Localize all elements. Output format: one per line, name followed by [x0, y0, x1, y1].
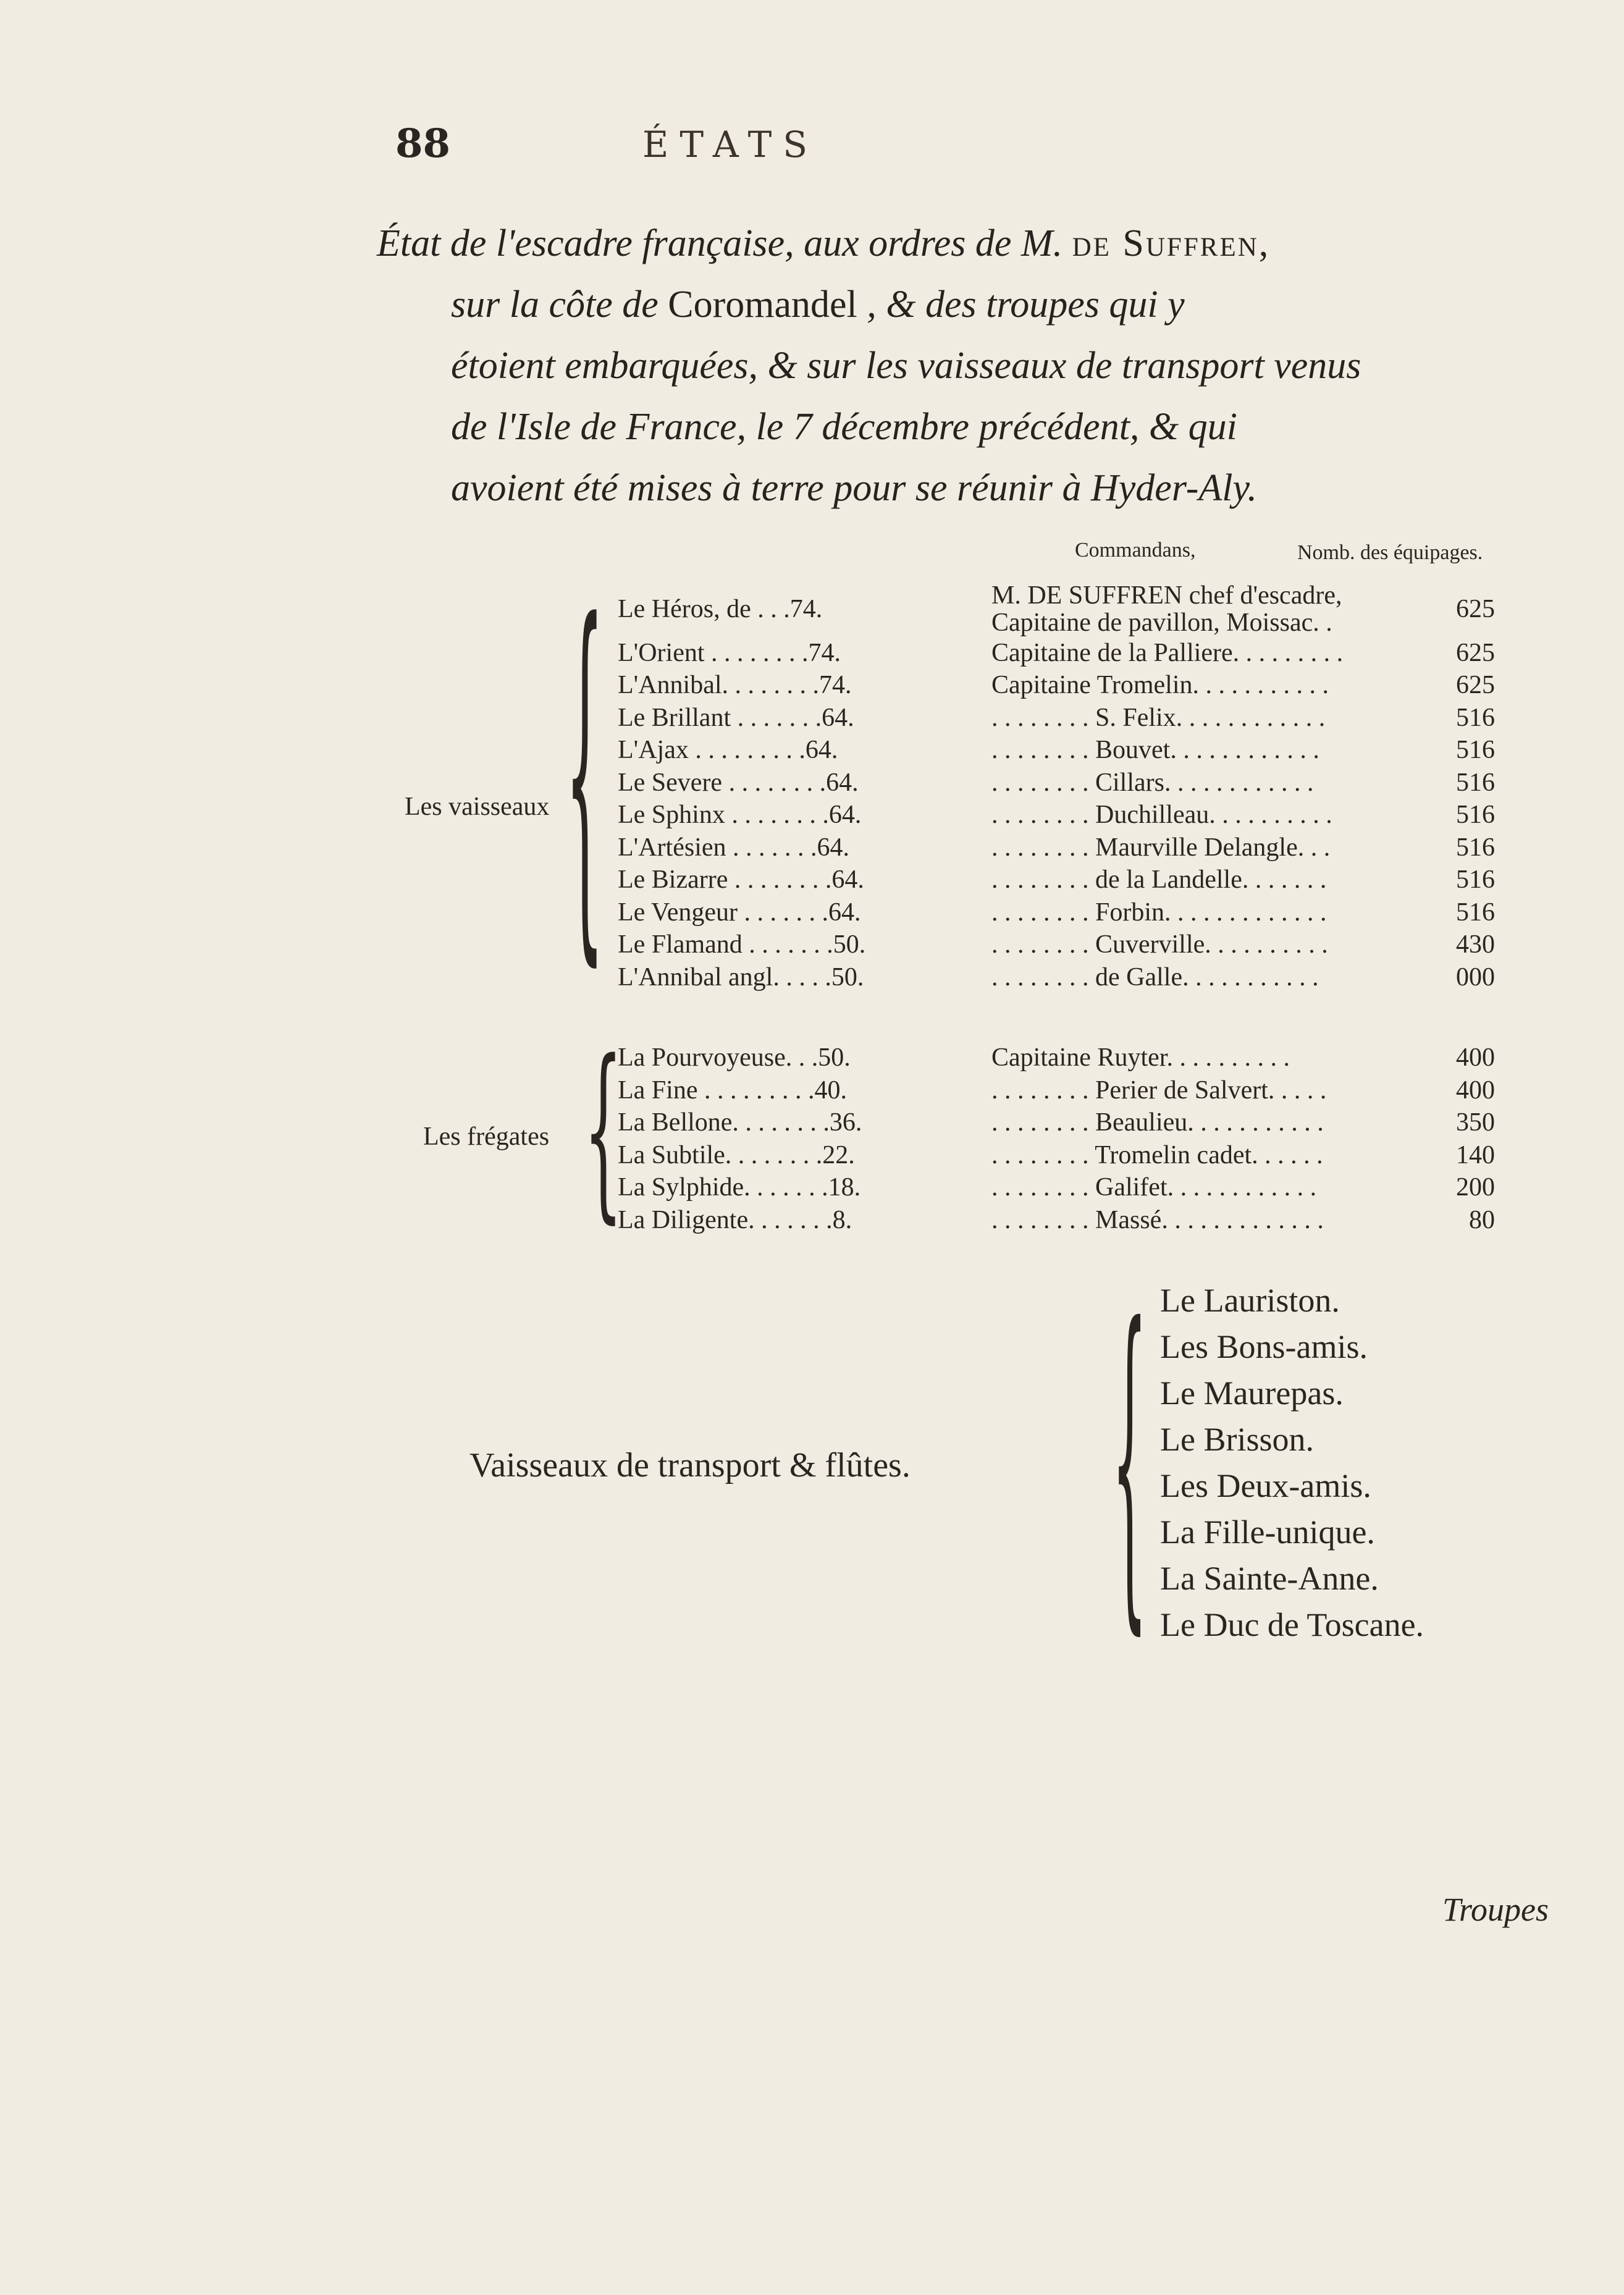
commander: . . . . . . . . de la Landelle. . . . . . . [991, 865, 1327, 894]
crew-count: 350 [1456, 1108, 1495, 1137]
crew-count: 516 [1456, 768, 1495, 797]
commander: . . . . . . . . Maurville Delangle. . . [991, 833, 1331, 862]
ship-name: La Pourvoyeuse. . .50. [618, 1043, 851, 1072]
ship-name: L'Artésien . . . . . . .64. [618, 833, 850, 862]
running-title: ÉTATS [642, 124, 818, 166]
page-number: 88 [395, 120, 451, 167]
ship-name: L'Orient . . . . . . . .74. [618, 638, 841, 667]
ship-name: L'Annibal. . . . . . . .74. [618, 671, 852, 699]
crew-count: 140 [1456, 1140, 1495, 1169]
crew-count: 516 [1456, 703, 1495, 732]
frigates-brace: { [584, 1021, 623, 1242]
ship-name: La Subtile. . . . . . . .22. [618, 1140, 855, 1169]
crew-count: 80 [1469, 1205, 1495, 1234]
list-item: La Sainte-Anne. [1160, 1560, 1379, 1597]
crew-count: 400 [1456, 1043, 1495, 1072]
list-item: Le Brisson. [1160, 1421, 1314, 1458]
commander: . . . . . . . . Tromelin cadet. . . . . . [991, 1140, 1323, 1169]
transports-brace: { [1112, 1257, 1148, 1666]
commander: Capitaine de la Palliere. . . . . . . . . [991, 638, 1344, 667]
crew-count: 516 [1456, 898, 1495, 927]
title-line2b: , & des troupes qui y [867, 284, 1185, 326]
title-line1: État de l'escadre française, aux ordres de M. [377, 222, 1063, 264]
commander: . . . . . . . . Forbin. . . . . . . . . . . . . [991, 898, 1327, 927]
title-line4: de l'Isle de France, le 7 décembre précédent, & qui [451, 406, 1237, 448]
commander: . . . . . . . . Galifet. . . . . . . . . . . . [991, 1173, 1317, 1202]
transports-list [1160, 1278, 1424, 1648]
column-header-commanders: Commandans, [1075, 539, 1196, 562]
commander: M. DE SUFFREN chef d'escadre, [991, 581, 1342, 610]
commander: . . . . . . . . de Galle. . . . . . . . . . . [991, 962, 1319, 992]
list-item: Le Lauriston. [1160, 1282, 1340, 1319]
crew-count: 625 [1456, 595, 1495, 623]
list-item: Le Maurepas. [1160, 1375, 1344, 1412]
commander: . . . . . . . . Cillars. . . . . . . . . . . . [991, 768, 1314, 797]
commander: . . . . . . . . Cuverville. . . . . . . . . . [991, 930, 1328, 959]
ship-name: Le Flamand . . . . . . .50. [618, 930, 866, 959]
ship-name: Le Bizarre . . . . . . . .64. [618, 865, 864, 894]
crew-count: 625 [1456, 638, 1495, 667]
crew-count: 000 [1456, 962, 1495, 992]
commander: Capitaine Ruyter. . . . . . . . . . [991, 1043, 1290, 1072]
group-label-frigates: Les frégates [423, 1122, 550, 1151]
list-item: La Fille-unique. [1160, 1514, 1375, 1551]
catchword: Troupes [1442, 1891, 1549, 1928]
ship-name: La Sylphide. . . . . . .18. [618, 1173, 861, 1202]
commander: . . . . . . . . S. Felix. . . . . . . . . . . . [991, 703, 1326, 732]
ship-name: Le Héros, de . . .74. [618, 595, 823, 623]
title-place: Coromandel [668, 284, 857, 326]
crew-count: 200 [1456, 1173, 1495, 1202]
group-label-ships: Les vaisseaux [405, 793, 550, 821]
title-line3: étoient embarquées, & sur les vaisseaux de transport venus [451, 345, 1361, 387]
crew-count: 516 [1456, 736, 1495, 764]
ship-name: Le Brillant . . . . . . .64. [618, 703, 854, 732]
commander: . . . . . . . . Bouvet. . . . . . . . . . . . [991, 736, 1319, 764]
crew-count: 516 [1456, 833, 1495, 862]
crew-count: 625 [1456, 671, 1495, 699]
group-label-transports: Vaisseaux de transport & flûtes. [469, 1446, 911, 1484]
commander: . . . . . . . . Beaulieu. . . . . . . . . . . [991, 1108, 1324, 1137]
list-item: Le Duc de Toscane. [1160, 1606, 1424, 1643]
ship-name: La Bellone. . . . . . . .36. [618, 1108, 862, 1137]
ship-name: Le Severe . . . . . . . .64. [618, 768, 859, 797]
ship-name: L'Ajax . . . . . . . . .64. [618, 736, 838, 764]
column-header-crews: Nomb. des équipages. [1297, 541, 1483, 564]
commander: . . . . . . . . Duchilleau. . . . . . . . . . [991, 801, 1332, 829]
crew-count: 400 [1456, 1076, 1495, 1105]
ship-name: La Fine . . . . . . . . .40. [618, 1076, 847, 1105]
ship-name: La Diligente. . . . . . .8. [618, 1205, 852, 1234]
title-line5: avoient été mises à terre pour se réunir à Hyder-Aly. [451, 467, 1258, 509]
crew-count: 516 [1456, 801, 1495, 829]
ships-brace: { [565, 546, 604, 1000]
commander-second-line: Capitaine de pavillon, Moissac. . [991, 608, 1332, 637]
ship-name: L'Annibal angl. . . . .50. [618, 962, 864, 992]
list-item: Les Deux-amis. [1160, 1467, 1371, 1504]
commander: . . . . . . . . Massé. . . . . . . . . . . . . [991, 1205, 1324, 1234]
commander: . . . . . . . . Perier de Salvert. . . . . [991, 1076, 1327, 1105]
commander: Capitaine Tromelin. . . . . . . . . . . [991, 671, 1329, 699]
ship-name: Le Sphinx . . . . . . . .64. [618, 801, 862, 829]
crew-count: 430 [1456, 930, 1495, 959]
crew-count: 516 [1456, 865, 1495, 894]
page-title [377, 213, 1557, 519]
title-line2a: sur la côte de [451, 284, 658, 326]
list-item: Les Bons-amis. [1160, 1328, 1368, 1365]
ship-name: Le Vengeur . . . . . . .64. [618, 898, 861, 927]
title-name: de Suffren, [1072, 222, 1271, 264]
